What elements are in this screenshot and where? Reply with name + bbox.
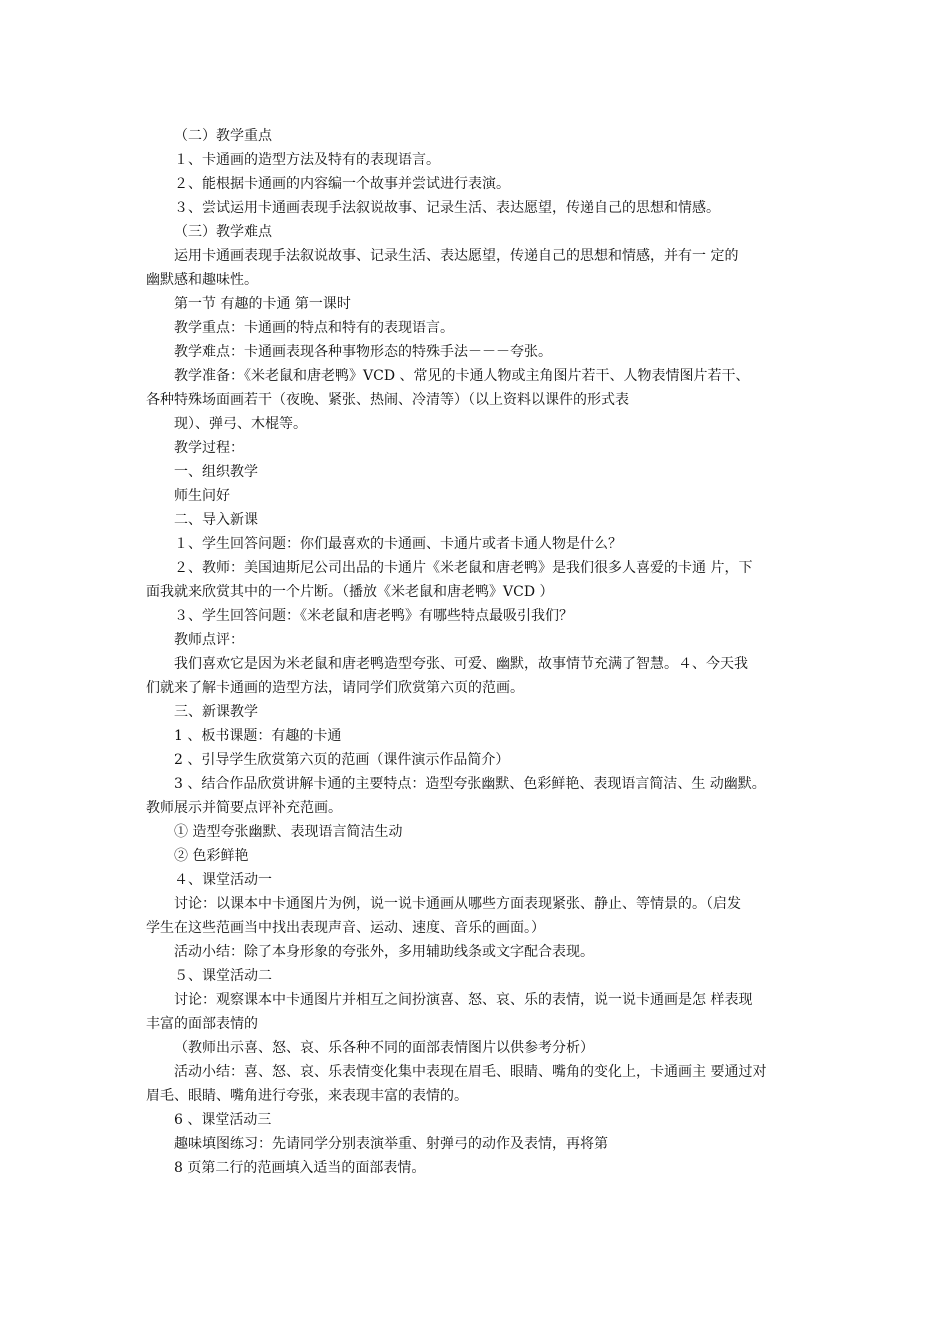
text-line: 1 、板书课题：有趣的卡通 bbox=[174, 728, 342, 744]
text-line: １、卡通画的造型方法及特有的表现语言。 bbox=[174, 152, 440, 168]
document-body bbox=[146, 124, 816, 1180]
text-line: 三、新课教学 bbox=[174, 704, 258, 720]
text-line: ３、尝试运用卡通画表现手法叙说故事、记录生活、表达愿望，传递自己的思想和情感。 bbox=[174, 200, 720, 216]
text-line: ５、课堂活动二 bbox=[174, 968, 272, 984]
text-line: （教师出示喜、怒、哀、乐各种不同的面部表情图片以供参考分析） bbox=[174, 1040, 594, 1056]
text-line: 趣味填图练习：先请同学分别表演举重、射弹弓的动作及表情，再将第 bbox=[174, 1136, 608, 1152]
text-line: 活动小结：喜、怒、哀、乐表情变化集中表现在眉毛、眼睛、嘴角的变化上，卡通画主 要通过对 bbox=[174, 1064, 767, 1080]
text-line: 运用卡通画表现手法叙说故事、记录生活、表达愿望，传递自己的思想和情感，并有一 定的 bbox=[174, 248, 739, 264]
text-line: 讨论：以课本中卡通图片为例，说一说卡通画从哪些方面表现紧张、静止、等情景的。（启发 bbox=[174, 896, 741, 912]
text-line: 讨论：观察课本中卡通图片并相互之间扮演喜、怒、哀、乐的表情，说一说卡通画是怎 样表现 bbox=[174, 992, 753, 1008]
text-line: 教学过程： bbox=[174, 440, 244, 456]
text-line: 2 、引导学生欣赏第六页的范画（课件演示作品简介） bbox=[174, 752, 510, 768]
text-line: 3 、结合作品欣赏讲解卡通的主要特点：造型夸张幽默、色彩鲜艳、表现语言简洁、生 动幽默。 bbox=[174, 776, 766, 792]
text-line: （三）教学难点 bbox=[174, 224, 272, 240]
text-line: 们就来了解卡通画的造型方法，请同学们欣赏第六页的范画。 bbox=[146, 680, 524, 696]
text-line: ３、学生回答问题：《米老鼠和唐老鸭》有哪些特点最吸引我们？ bbox=[174, 608, 573, 624]
text-line: ２、能根据卡通画的内容编一个故事并尝试进行表演。 bbox=[174, 176, 510, 192]
text-line: ４、课堂活动一 bbox=[174, 872, 272, 888]
text-line: 各种特殊场面画若干（夜晚、紧张、热闹、冷清等）（以上资料以课件的形式表 bbox=[146, 392, 629, 408]
text-line: ② 色彩鲜艳 bbox=[174, 848, 249, 864]
text-line: 现）、弹弓、木棍等。 bbox=[174, 416, 307, 432]
text-line: 第一节 有趣的卡通 第一课时 bbox=[174, 296, 351, 312]
text-line: 教师展示并简要点评补充范画。 bbox=[146, 800, 342, 816]
text-line: 二、导入新课 bbox=[174, 512, 258, 528]
text-line: 教师点评： bbox=[174, 632, 244, 648]
text-line: 教学准备：《米老鼠和唐老鸭》VCD 、常见的卡通人物或主角图片若干、人物表情图片若干、 bbox=[174, 368, 750, 384]
text-line: 活动小结：除了本身形象的夸张外，多用辅助线条或文字配合表现。 bbox=[174, 944, 594, 960]
text-line: ２、教师：美国迪斯尼公司出品的卡通片《米老鼠和唐老鸭》是我们很多人喜爱的卡通 片，下 bbox=[174, 560, 753, 576]
text-line: 面我就来欣赏其中的一个片断。（播放《米老鼠和唐老鸭》VCD ） bbox=[146, 584, 554, 600]
text-line: 眉毛、眼睛、嘴角进行夸张，来表现丰富的表情的。 bbox=[146, 1088, 468, 1104]
text-line: 教学难点：卡通画表现各种事物形态的特殊手法－－－夸张。 bbox=[174, 344, 552, 360]
text-line: 8 页第二行的范画填入适当的面部表情。 bbox=[174, 1160, 426, 1176]
text-line: 我们喜欢它是因为米老鼠和唐老鸭造型夸张、可爱、幽默，故事情节充满了智慧。４、今天我 bbox=[174, 656, 748, 672]
text-line: １、学生回答问题：你们最喜欢的卡通画、卡通片或者卡通人物是什么？ bbox=[174, 536, 622, 552]
text-line: ① 造型夸张幽默、表现语言简洁生动 bbox=[174, 824, 403, 840]
text-line: 丰富的面部表情的 bbox=[146, 1016, 258, 1032]
text-line: 师生问好 bbox=[174, 488, 230, 504]
text-line: 幽默感和趣味性。 bbox=[146, 272, 258, 288]
text-line: （二）教学重点 bbox=[174, 128, 272, 144]
text-line: 教学重点：卡通画的特点和特有的表现语言。 bbox=[174, 320, 454, 336]
text-line: 学生在这些范画当中找出表现声音、运动、速度、音乐的画面。） bbox=[146, 920, 545, 936]
text-line: 一、组织教学 bbox=[174, 464, 258, 480]
text-line: 6 、课堂活动三 bbox=[174, 1112, 272, 1128]
